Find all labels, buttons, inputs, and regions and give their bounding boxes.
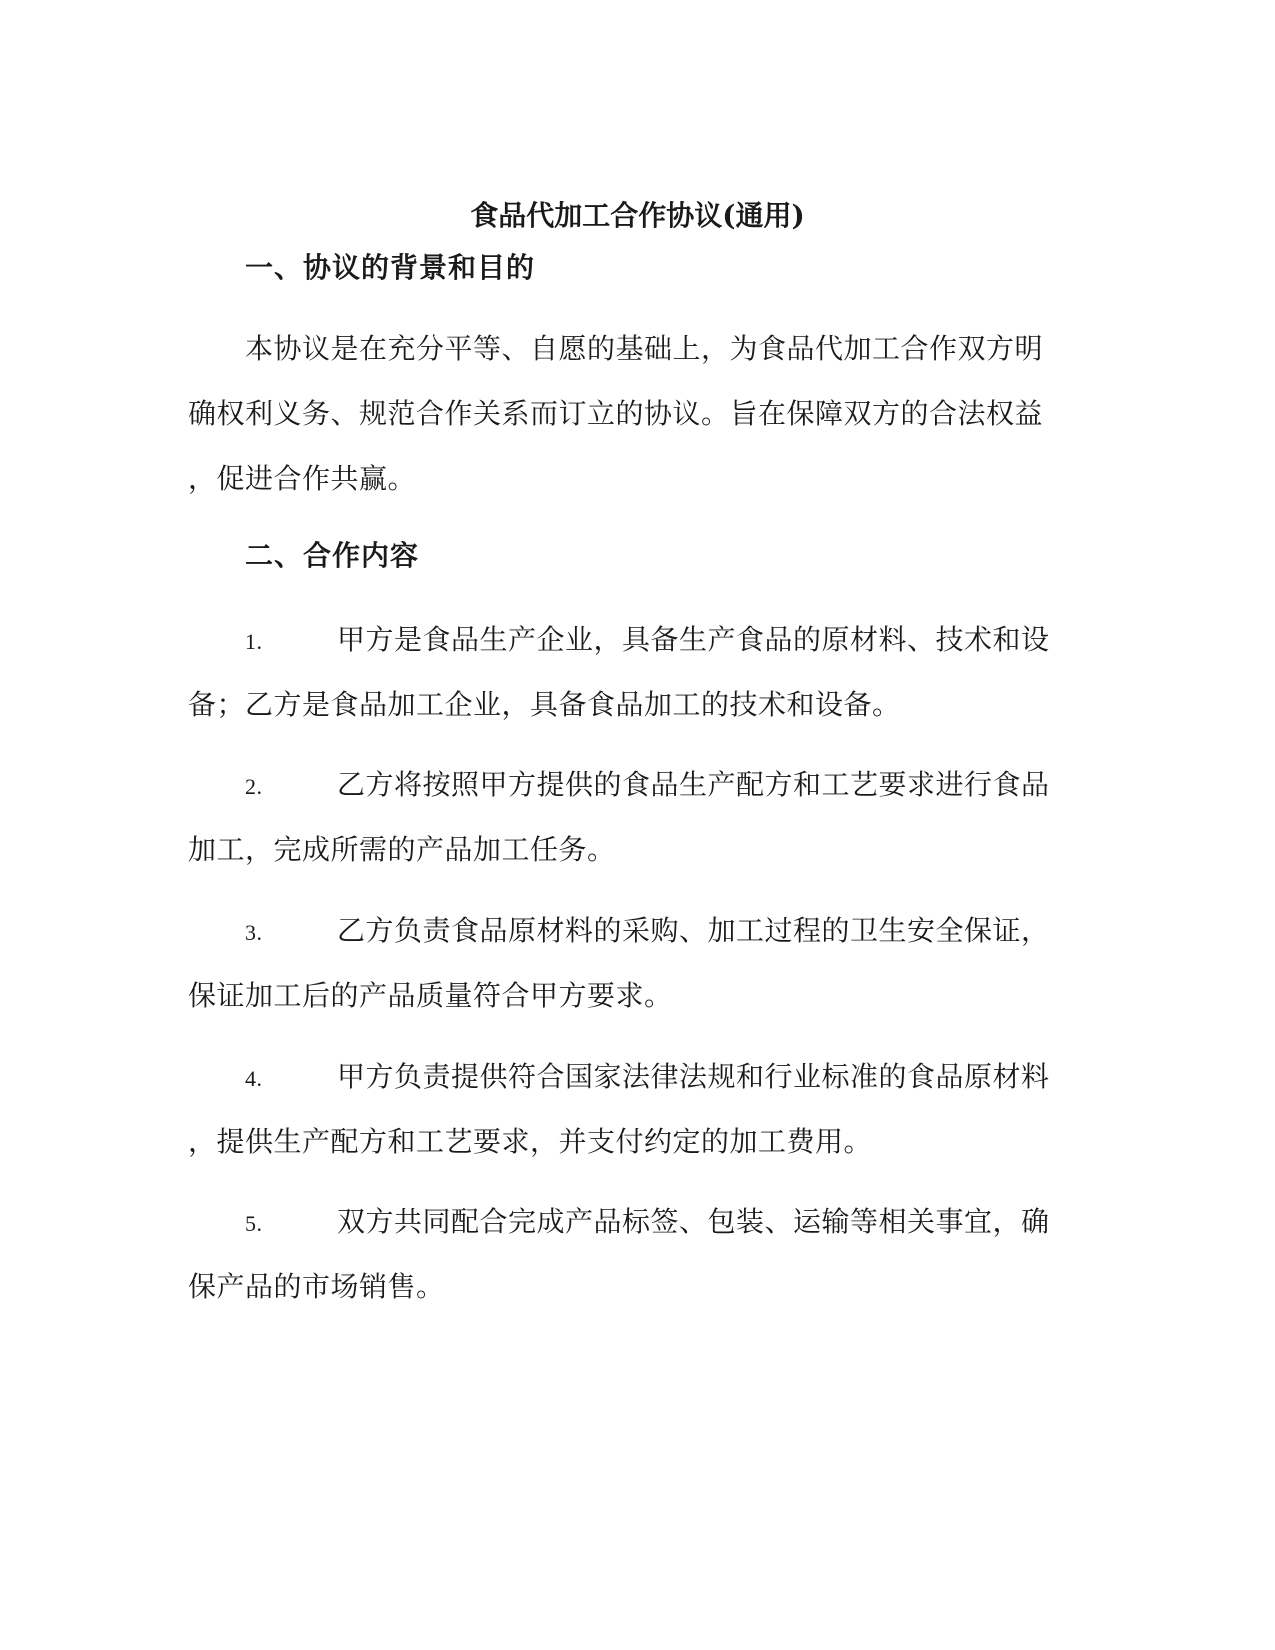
list-item [188, 607, 1063, 737]
item-number: 5. [245, 1211, 263, 1236]
document-title: 食品代加工合作协议(通用) [470, 199, 805, 232]
item-number: 1. [245, 629, 263, 654]
section-heading-background: 一、协议的背景和目的 [245, 251, 536, 284]
list-item [188, 752, 1063, 882]
item-number: 3. [245, 920, 263, 945]
section-background-paragraph [188, 316, 1063, 511]
list-item [188, 1044, 1063, 1174]
item-number: 4. [245, 1066, 263, 1091]
item-text: 乙方负责食品原材料的采购、加工过程的卫生安全保证， [337, 914, 1050, 947]
item-number: 2. [245, 774, 263, 799]
item-text: 乙方将按照甲方提供的食品生产配方和工艺要求进行食品 [337, 768, 1050, 801]
item-text-continued: 保产品的市场销售。 [188, 1270, 445, 1303]
item-text-continued: 保证加工后的产品质量符合甲方要求。 [188, 979, 673, 1012]
item-text: 甲方是食品生产企业，具备生产食品的原材料、技术和设 [337, 623, 1050, 656]
paragraph-line: 本协议是在充分平等、自愿的基础上，为食品代加工合作双方明 [245, 332, 1044, 365]
item-text-continued: 加工，完成所需的产品加工任务。 [188, 833, 616, 866]
item-text-continued: 备；乙方是食品加工企业，具备食品加工的技术和设备。 [188, 688, 901, 721]
paragraph-line: ，促进合作共赢。 [188, 462, 417, 495]
list-item [188, 898, 1063, 1028]
section-heading-content: 二、合作内容 [245, 539, 420, 572]
item-text-continued: ，提供生产配方和工艺要求，并支付约定的加工费用。 [188, 1125, 873, 1158]
item-text: 双方共同配合完成产品标签、包装、运输等相关事宜，确 [337, 1205, 1050, 1238]
paragraph-line: 确权利义务、规范合作关系而订立的协议。旨在保障双方的合法权益 [188, 397, 1044, 430]
item-text: 甲方负责提供符合国家法律法规和行业标准的食品原材料 [337, 1060, 1050, 1093]
list-item [188, 1189, 1063, 1319]
